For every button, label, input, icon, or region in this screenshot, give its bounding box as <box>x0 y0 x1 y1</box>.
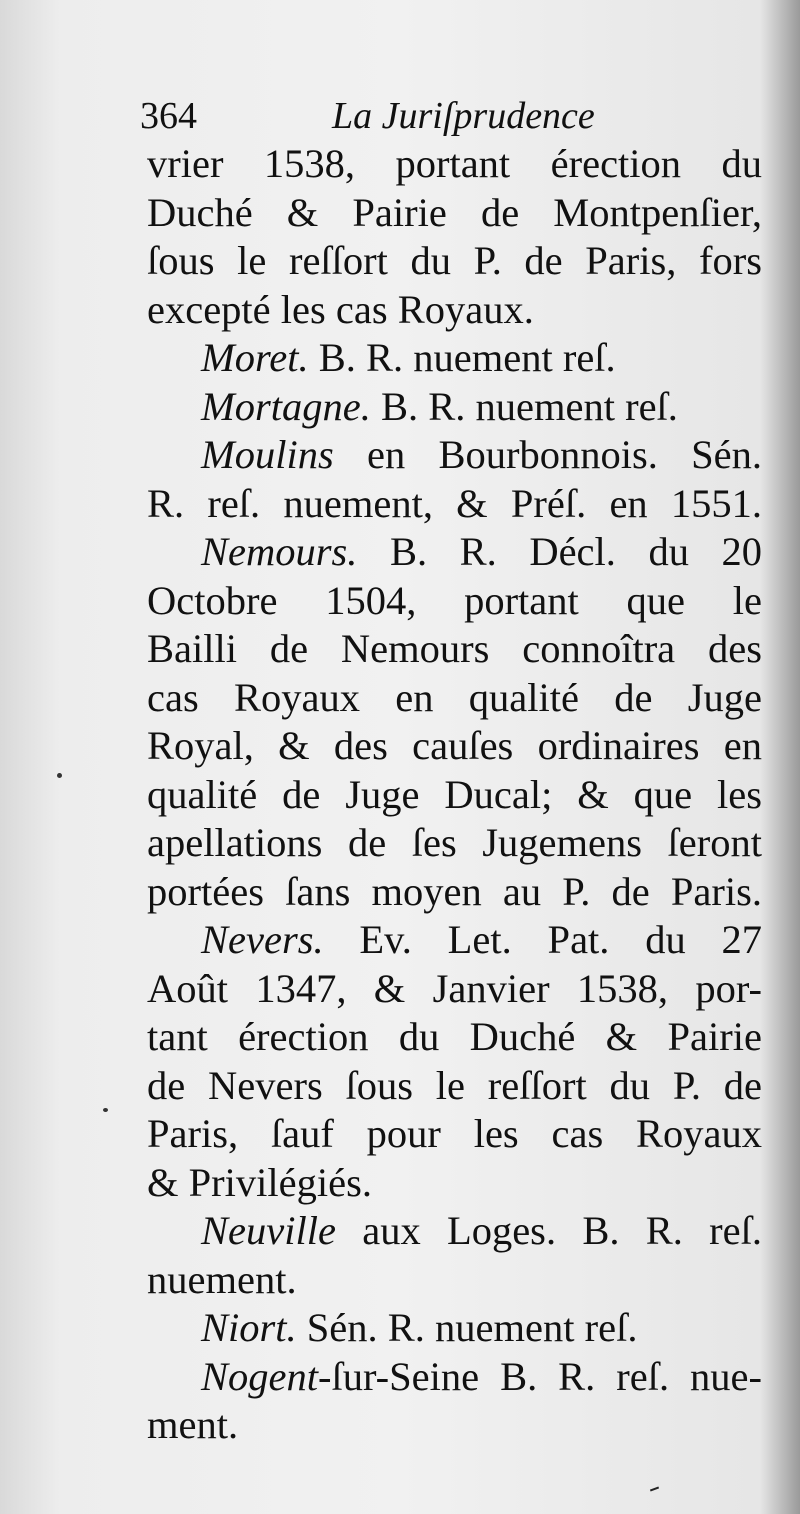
entry-nogent: Nogent-ſur-Seine B. R. reſ. nue- <box>201 1353 762 1399</box>
text-line: cas Royaux en qualité de Juge <box>147 674 762 720</box>
text-line: ſous le reſſort du P. de Paris, fors <box>147 238 762 283</box>
text-line: & Privilégiés. <box>147 1159 372 1205</box>
running-title: La Juriſprudence <box>332 95 595 137</box>
entry-nemours: Nemours. B. R. Décl. du 20 <box>201 529 762 574</box>
text-line: nuement. <box>147 1256 297 1302</box>
entry-nevers: Nevers. Ev. Let. Pat. du 27 <box>201 917 762 962</box>
text-line: vrier 1538, portant érection du <box>147 141 762 186</box>
text-line: Août 1347, & Janvier 1538, por- <box>147 965 762 1011</box>
place-name: Nemours. <box>201 529 358 574</box>
text-line: tant érection du Duché & Pairie <box>147 1014 762 1059</box>
text-line: Duché & Pairie de Montpenſier, <box>147 189 762 235</box>
entry-neuville: Neuville aux Loges. B. R. reſ. <box>201 1208 762 1253</box>
text-line: Royal, & des cauſes ordinaires en <box>147 723 762 768</box>
text-line: Octobre 1504, portant que le <box>147 577 762 623</box>
text-line: apellations de ſes Jugemens ſeront <box>147 820 762 865</box>
ink-speck <box>103 1108 108 1112</box>
place-name: Neuville <box>201 1208 336 1253</box>
text-line: de Nevers ſous le reſſort du P. de <box>147 1062 762 1108</box>
place-name: Mortagne. <box>201 383 371 429</box>
entry-niort: Niort. Sén. R. nuement reſ. <box>201 1305 638 1350</box>
text-line: Bailli de Nemours connoîtra des <box>147 626 762 671</box>
text-line: excepté les cas Royaux. <box>147 286 534 332</box>
entry-moret: Moret. B. R. nuement reſ. <box>201 335 616 380</box>
place-name: Nogent <box>201 1353 318 1399</box>
entry-moulins: Moulins en Bourbonnois. Sén. <box>201 432 762 477</box>
text-line: ment. <box>147 1402 239 1447</box>
ink-speck <box>57 773 62 778</box>
page-header <box>140 94 660 140</box>
place-name: Niort. <box>201 1305 297 1350</box>
place-name: Moulins <box>201 432 334 477</box>
text-line: R. reſ. nuement, & Préſ. en 1551. <box>147 480 762 526</box>
text-line: Paris, ſauf pour les cas Royaux <box>147 1111 762 1156</box>
place-name: Moret. <box>201 335 309 380</box>
ink-speck <box>650 1487 659 1492</box>
page-number: 364 <box>140 95 197 137</box>
entry-mortagne: Mortagne. B. R. nuement reſ. <box>201 383 678 429</box>
place-name: Nevers. <box>201 917 324 962</box>
text-line: qualité de Juge Ducal; & que les <box>147 771 762 817</box>
text-line: portées ſans moyen au P. de Paris. <box>147 868 762 914</box>
body-text <box>147 140 762 1450</box>
